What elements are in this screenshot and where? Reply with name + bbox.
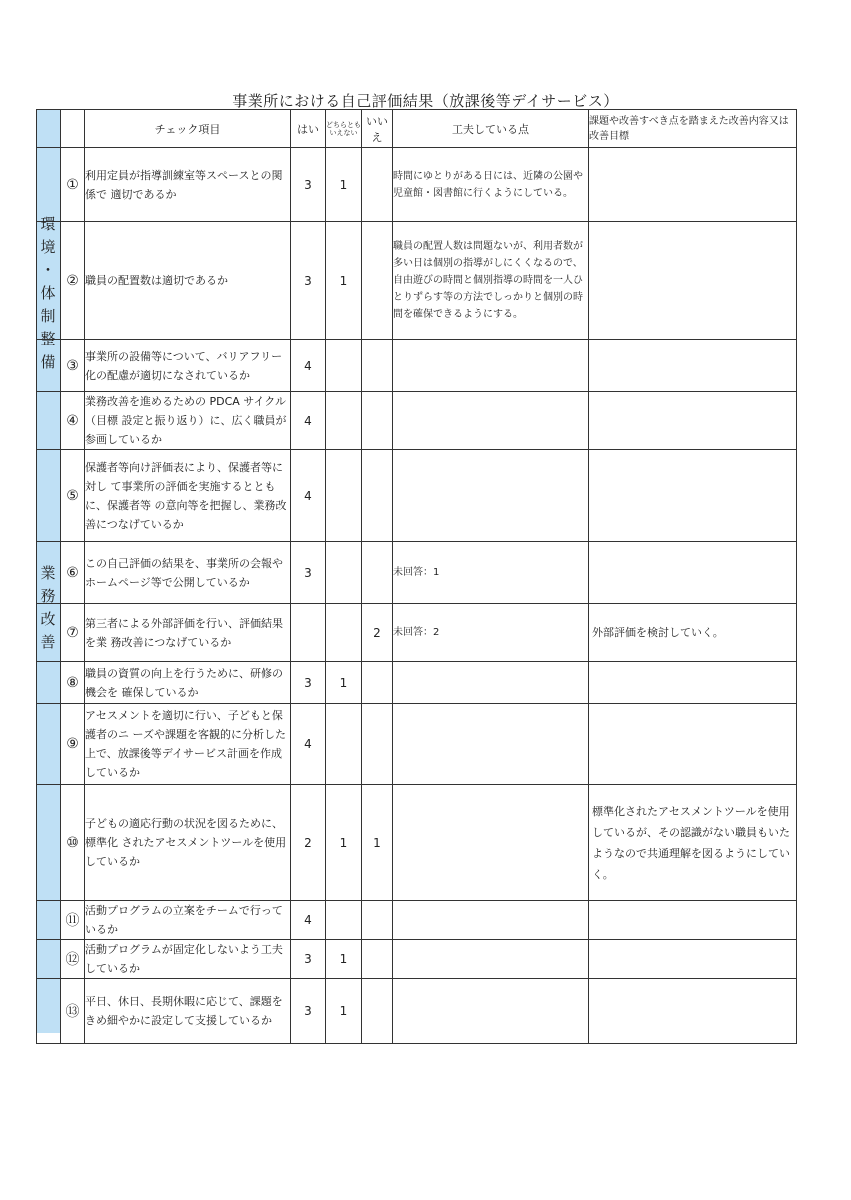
improvement-note xyxy=(589,450,797,542)
item-number: ② xyxy=(61,222,85,340)
item-number: ⑥ xyxy=(61,542,85,604)
neither-count xyxy=(326,340,362,392)
check-item-text: 保護者等向け評価表により、保護者等に対し て事業所の評価を実施するとともに、保護者等 の意向等を把握し、業務改善につなげているか xyxy=(85,450,291,542)
table-row xyxy=(37,148,797,222)
neither-count: 1 xyxy=(326,148,362,222)
evaluation-table xyxy=(36,109,797,1044)
item-number: ① xyxy=(61,148,85,222)
check-item-text: 活動プログラムの立案をチームで行っているか xyxy=(85,901,291,940)
effort-note xyxy=(393,704,589,785)
neither-count xyxy=(326,392,362,450)
check-item-text: 利用定員が指導訓練室等スペースとの関係で 適切であるか xyxy=(85,148,291,222)
improvement-note xyxy=(589,704,797,785)
item-number: ③ xyxy=(61,340,85,392)
no-count xyxy=(362,340,393,392)
effort-note xyxy=(393,392,589,450)
neither-count: 1 xyxy=(326,979,362,1044)
table-row xyxy=(37,940,797,979)
table-row xyxy=(37,979,797,1044)
improvement-note xyxy=(589,940,797,979)
table-row xyxy=(37,450,797,542)
effort-note xyxy=(393,340,589,392)
no-count xyxy=(362,979,393,1044)
table-row xyxy=(37,704,797,785)
table-row xyxy=(37,604,797,662)
neither-count: 1 xyxy=(326,785,362,901)
improvement-note xyxy=(589,340,797,392)
neither-count xyxy=(326,542,362,604)
yes-count: 4 xyxy=(291,392,326,450)
improvement-note xyxy=(589,662,797,704)
check-item-text: 活動プログラムが固定化しないよう工夫しているか xyxy=(85,940,291,979)
item-number: ⑨ xyxy=(61,704,85,785)
no-count xyxy=(362,222,393,340)
check-item-text: 事業所の設備等について、バリアフリー化の配慮が適切になされているか xyxy=(85,340,291,392)
header-number-cell xyxy=(61,110,85,148)
section-label-support xyxy=(36,776,60,1033)
table-row xyxy=(37,392,797,450)
no-count xyxy=(362,542,393,604)
improvement-note xyxy=(589,222,797,340)
no-count xyxy=(362,148,393,222)
header-section-cell xyxy=(37,110,61,148)
neither-count: 1 xyxy=(326,662,362,704)
no-count xyxy=(362,662,393,704)
item-number: ⑬ xyxy=(61,979,85,1044)
header-improve: 課題や改善すべき点を踏まえた改善内容又は改善目標 xyxy=(589,110,797,148)
yes-count: 3 xyxy=(291,662,326,704)
no-count: 1 xyxy=(362,785,393,901)
yes-count xyxy=(291,604,326,662)
check-item-text: 平日、休日、長期休暇に応じて、課題をきめ細やかに設定して支援しているか xyxy=(85,979,291,1044)
check-item-text: 業務改善を進めるための PDCA サイクル（目標 設定と振り返り）に、広く職員が参画しているか xyxy=(85,392,291,450)
yes-count: 3 xyxy=(291,940,326,979)
effort-note: 職員の配置人数は問題ないが、利用者数が多い日は個別の指導がしにくくなるので、自由遊びの時間と個別指導の時間を一人ひとりずらす等の方法でしっかりと個別の時間を確保できるようにする。 xyxy=(393,222,589,340)
table-row xyxy=(37,222,797,340)
table-row xyxy=(37,542,797,604)
effort-note xyxy=(393,940,589,979)
effort-note: 時間にゆとりがある日には、近隣の公園や児童館・図書館に行くようにしている。 xyxy=(393,148,589,222)
page-title: 事業所における自己評価結果（放課後等デイサービス） xyxy=(232,92,619,110)
no-count xyxy=(362,392,393,450)
yes-count: 3 xyxy=(291,222,326,340)
effort-note: 未回答：1 xyxy=(393,542,589,604)
check-item-text: 子どもの適応行動の状況を図るために、標準化 されたアセスメントツールを使用しているか xyxy=(85,785,291,901)
yes-count: 3 xyxy=(291,542,326,604)
table-row xyxy=(37,662,797,704)
item-number: ⑫ xyxy=(61,940,85,979)
yes-count: 2 xyxy=(291,785,326,901)
item-number: ⑦ xyxy=(61,604,85,662)
header-effort: 工夫している点 xyxy=(393,110,589,148)
no-count xyxy=(362,704,393,785)
effort-note xyxy=(393,785,589,901)
header-row xyxy=(37,110,797,148)
effort-note: 未回答：2 xyxy=(393,604,589,662)
yes-count: 4 xyxy=(291,450,326,542)
improvement-note xyxy=(589,542,797,604)
no-count xyxy=(362,940,393,979)
improvement-note: 外部評価を検討していく。 xyxy=(589,604,797,662)
no-count: 2 xyxy=(362,604,393,662)
check-item-text: 職員の資質の向上を行うために、研修の機会を 確保しているか xyxy=(85,662,291,704)
table-row xyxy=(37,901,797,940)
effort-note xyxy=(393,979,589,1044)
effort-note xyxy=(393,901,589,940)
neither-count: 1 xyxy=(326,222,362,340)
header-yes: はい xyxy=(291,110,326,148)
neither-count xyxy=(326,450,362,542)
improvement-note xyxy=(589,148,797,222)
yes-count: 3 xyxy=(291,148,326,222)
yes-count: 4 xyxy=(291,901,326,940)
item-number: ⑤ xyxy=(61,450,85,542)
yes-count: 3 xyxy=(291,979,326,1044)
improvement-note xyxy=(589,392,797,450)
effort-note xyxy=(393,662,589,704)
item-number: ⑧ xyxy=(61,662,85,704)
neither-count xyxy=(326,604,362,662)
yes-count: 4 xyxy=(291,704,326,785)
header-neither: どちらともいえない xyxy=(326,110,362,148)
item-number: ⑪ xyxy=(61,901,85,940)
section-label-environment: 環 境 ・ 体 制 整 備 xyxy=(40,214,56,371)
evaluation-sheet xyxy=(36,109,796,1033)
header-no: いいえ xyxy=(362,110,393,148)
no-count xyxy=(362,450,393,542)
check-item-text: アセスメントを適切に行い、子どもと保護者のニ ーズや課題を客観的に分析した上で、放課後等デイサービス計画を作成しているか xyxy=(85,704,291,785)
yes-count: 4 xyxy=(291,340,326,392)
section-label-operations: 業 務 改 善 xyxy=(40,563,56,651)
check-item-text: 第三者による外部評価を行い、評価結果を業 務改善につなげているか xyxy=(85,604,291,662)
neither-count: 1 xyxy=(326,940,362,979)
table-row xyxy=(37,340,797,392)
neither-count xyxy=(326,704,362,785)
table-row xyxy=(37,785,797,901)
improvement-note: 標準化されたアセスメントツールを使用しているが、その認識がない職員もいたようなので共通理解を図るようにしていく。 xyxy=(589,785,797,901)
no-count xyxy=(362,901,393,940)
check-item-text: 職員の配置数は適切であるか xyxy=(85,222,291,340)
check-item-text: この自己評価の結果を、事業所の会報やホームページ等で公開しているか xyxy=(85,542,291,604)
improvement-note xyxy=(589,901,797,940)
header-item: チェック項目 xyxy=(85,110,291,148)
item-number: ⑩ xyxy=(61,785,85,901)
item-number: ④ xyxy=(61,392,85,450)
neither-count xyxy=(326,901,362,940)
effort-note xyxy=(393,450,589,542)
improvement-note xyxy=(589,979,797,1044)
